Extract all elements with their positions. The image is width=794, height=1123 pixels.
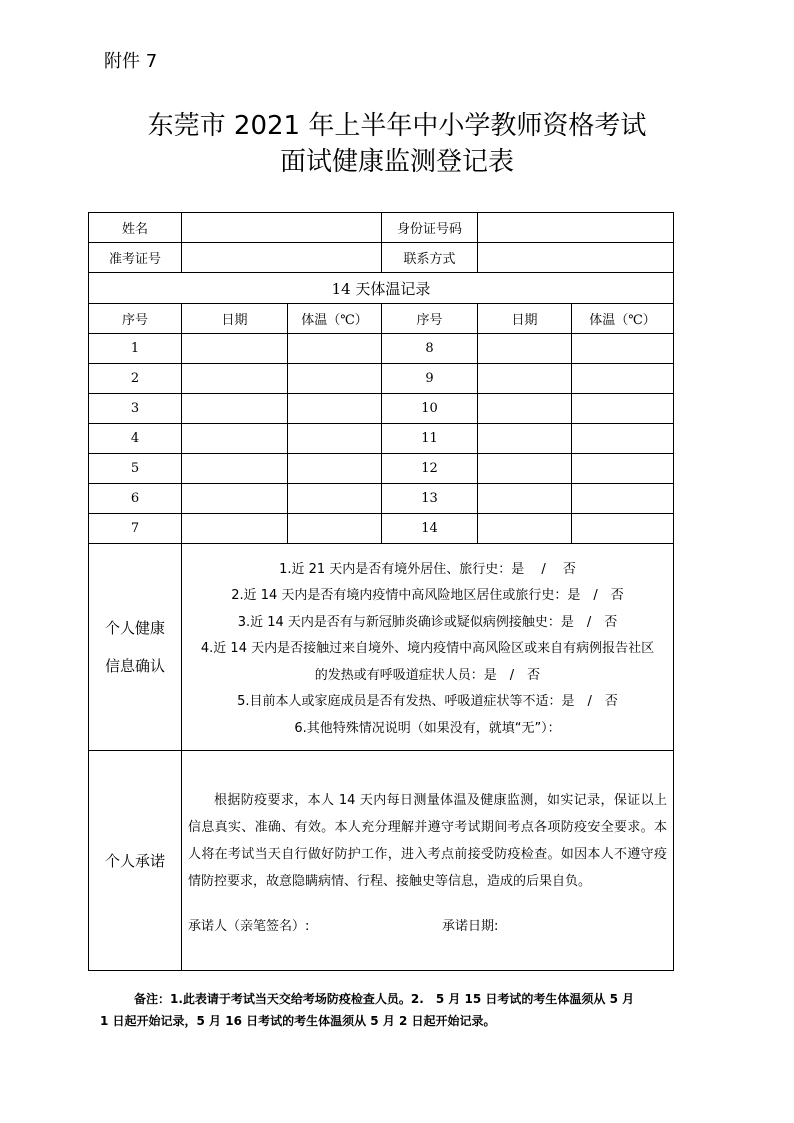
health-question-5: 5.目前本人或家庭成员是否有发热、呼吸道症状等不适：是 / 否 bbox=[237, 694, 618, 710]
date-field[interactable] bbox=[182, 424, 288, 454]
seq-number: 10 bbox=[382, 394, 478, 424]
temperature-field[interactable] bbox=[572, 454, 674, 484]
temperature-field[interactable] bbox=[572, 394, 674, 424]
seq-number: 7 bbox=[89, 514, 182, 544]
health-label-line2: 信息确认 bbox=[104, 657, 165, 675]
seq-number: 3 bbox=[89, 394, 182, 424]
seq-number: 9 bbox=[382, 364, 478, 394]
temperature-section-header bbox=[89, 273, 674, 304]
info-row-1 bbox=[89, 213, 674, 243]
date-field[interactable] bbox=[478, 514, 572, 544]
table-row bbox=[89, 484, 674, 514]
health-question-6: 6.其他特殊情况说明（如果没有，就填“无”）： bbox=[294, 720, 561, 736]
temperature-field[interactable] bbox=[288, 394, 382, 424]
temperature-field[interactable] bbox=[288, 424, 382, 454]
seq-number: 6 bbox=[89, 484, 182, 514]
seq-number: 4 bbox=[89, 424, 182, 454]
id-number-label: 身份证号码 bbox=[382, 213, 478, 243]
ticket-number-field[interactable] bbox=[182, 243, 382, 273]
header-seq-left: 序号 bbox=[89, 304, 182, 334]
header-temp-left: 体温（℃） bbox=[288, 304, 382, 334]
contact-label: 联系方式 bbox=[382, 243, 478, 273]
footnote-line2: 1 日起开始记录，5 月 16 日考试的考生体温须从 5 月 2 日起开始记录。 bbox=[100, 1014, 496, 1028]
seq-number: 8 bbox=[382, 334, 478, 364]
health-questions-cell[interactable] bbox=[182, 544, 674, 751]
health-question-4: 4.近 14 天内是否接触过来自境外、境内疫情中高风险区或来自有病例报告社区 bbox=[200, 641, 655, 657]
health-monitoring-form bbox=[88, 212, 674, 971]
health-question-3: 3.近 14 天内是否有与新冠肺炎确诊或疑似病例接触史：是 / 否 bbox=[237, 614, 618, 630]
name-field[interactable] bbox=[182, 213, 382, 243]
date-field[interactable] bbox=[478, 364, 572, 394]
table-row bbox=[89, 334, 674, 364]
temperature-field[interactable] bbox=[572, 364, 674, 394]
date-field[interactable] bbox=[478, 424, 572, 454]
id-number-field[interactable] bbox=[478, 213, 674, 243]
pledge-section-row bbox=[89, 751, 674, 971]
pledge-content-cell bbox=[182, 751, 674, 971]
seq-number: 12 bbox=[382, 454, 478, 484]
temperature-field[interactable] bbox=[572, 334, 674, 364]
pledge-text: 根据防疫要求，本人 14 天内每日测量体温及健康监测，如实记录，保证以上信息真实、准确、有效。本人充分理解并遵守考试期间考点各项防疫安全要求。本人将在考试当天自行做好防护工作，进入考点前接受防疫检查。如因本人不遵守疫情防控要求，故意隐瞒病情、行程、接触史等信息，造成的后果自负。 bbox=[188, 793, 667, 889]
seq-number: 13 bbox=[382, 484, 478, 514]
date-field[interactable] bbox=[182, 334, 288, 364]
temperature-field[interactable] bbox=[288, 454, 382, 484]
temperature-field[interactable] bbox=[288, 484, 382, 514]
date-field[interactable] bbox=[182, 364, 288, 394]
footnote-line1: 备注：1.此表请于考试当天交给考场防疫检查人员。2. 5 月 15 日考试的考生体温须从 5 月 bbox=[134, 992, 635, 1006]
temperature-field[interactable] bbox=[572, 514, 674, 544]
seq-number: 11 bbox=[382, 424, 478, 454]
form-title-line1: 东莞市 2021 年上半年中小学教师资格考试 bbox=[147, 111, 647, 141]
pledge-label: 个人承诺 bbox=[89, 751, 182, 971]
attachment-label: 附件 7 bbox=[104, 51, 158, 72]
header-temp-right: 体温（℃） bbox=[572, 304, 674, 334]
temperature-field[interactable] bbox=[288, 334, 382, 364]
health-question-list bbox=[182, 552, 673, 743]
health-section-label bbox=[89, 544, 182, 751]
date-field[interactable] bbox=[478, 454, 572, 484]
date-field[interactable] bbox=[182, 514, 288, 544]
seq-number: 1 bbox=[89, 334, 182, 364]
name-label: 姓名 bbox=[89, 213, 182, 243]
ticket-number-label: 准考证号 bbox=[89, 243, 182, 273]
temperature-field[interactable] bbox=[288, 514, 382, 544]
date-field[interactable] bbox=[478, 394, 572, 424]
pledge-content bbox=[182, 781, 673, 940]
health-section-row bbox=[89, 544, 674, 751]
health-label-line1: 个人健康 bbox=[104, 619, 165, 637]
signature-row bbox=[188, 913, 667, 940]
date-field[interactable] bbox=[182, 454, 288, 484]
contact-field[interactable] bbox=[478, 243, 674, 273]
date-field[interactable] bbox=[182, 484, 288, 514]
temperature-field[interactable] bbox=[572, 424, 674, 454]
seq-number: 2 bbox=[89, 364, 182, 394]
health-question-1: 1.近 21 天内是否有境外居住、旅行史：是 / 否 bbox=[279, 561, 576, 577]
table-row bbox=[89, 394, 674, 424]
temperature-field[interactable] bbox=[288, 364, 382, 394]
header-seq-right: 序号 bbox=[382, 304, 478, 334]
seq-number: 5 bbox=[89, 454, 182, 484]
date-field[interactable] bbox=[478, 484, 572, 514]
temperature-field[interactable] bbox=[572, 484, 674, 514]
table-row bbox=[89, 454, 674, 484]
form-title-line2: 面试健康监测登记表 bbox=[279, 147, 514, 177]
health-question-4-cont: 的发热或有呼吸道症状人员：是 / 否 bbox=[314, 667, 541, 683]
temperature-section-title: 14 天体温记录 bbox=[89, 273, 674, 304]
footnote bbox=[100, 988, 696, 1032]
table-row bbox=[89, 514, 674, 544]
header-date-left: 日期 bbox=[182, 304, 288, 334]
health-question-2: 2.近 14 天内是否有境内疫情中高风险地区居住或旅行史：是 / 否 bbox=[231, 588, 624, 604]
pledge-date-label[interactable]: 承诺日期: bbox=[442, 919, 499, 934]
date-field[interactable] bbox=[478, 334, 572, 364]
signer-label[interactable]: 承诺人（亲笔签名）: bbox=[188, 919, 310, 934]
info-row-2 bbox=[89, 243, 674, 273]
seq-number: 14 bbox=[382, 514, 478, 544]
temperature-header-row bbox=[89, 304, 674, 334]
date-field[interactable] bbox=[182, 394, 288, 424]
table-row bbox=[89, 364, 674, 394]
table-row bbox=[89, 424, 674, 454]
header-date-right: 日期 bbox=[478, 304, 572, 334]
